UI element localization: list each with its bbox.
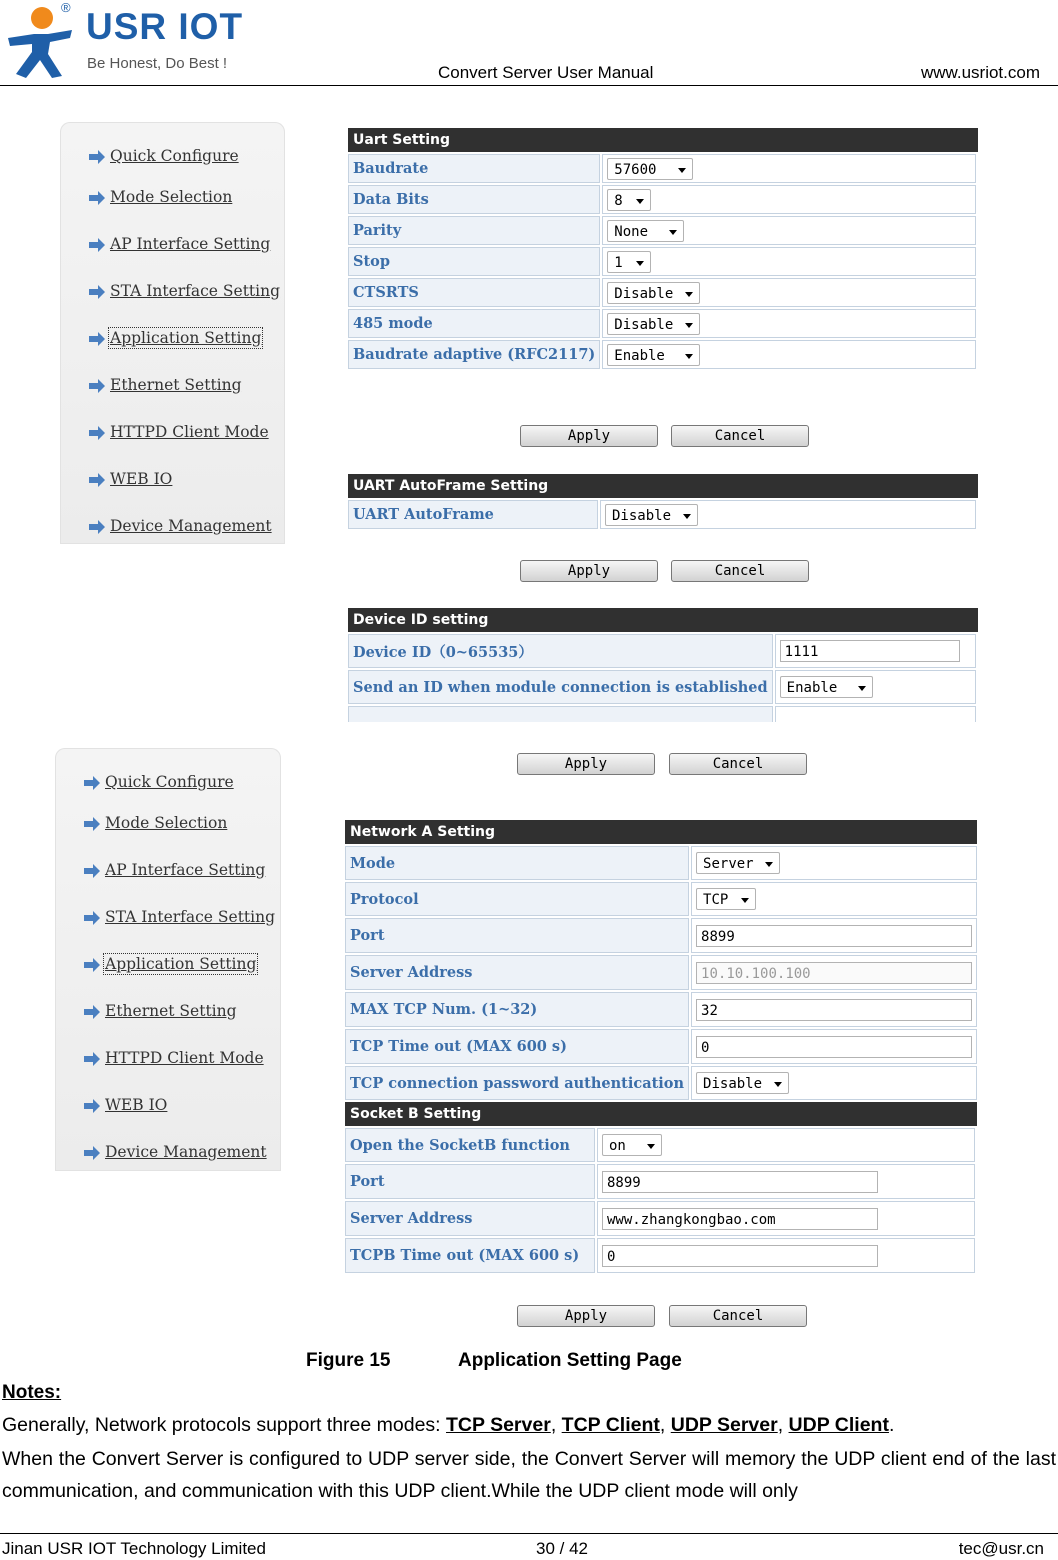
arrow-right-icon	[83, 1146, 101, 1160]
sidebar-item-device-management[interactable]: Device Management	[83, 1143, 267, 1161]
chevron-down-icon	[774, 1082, 782, 1087]
sidebar-item-web-io[interactable]: WEB IO	[83, 1096, 167, 1114]
table-row	[348, 634, 976, 668]
device-id-table	[348, 632, 978, 722]
arrow-right-icon	[88, 238, 106, 252]
password-auth-select[interactable]: Disable	[696, 1072, 789, 1094]
sidebar-item-ap-interface[interactable]: AP Interface Setting	[88, 235, 270, 253]
table-row	[345, 1128, 975, 1162]
field-label-cropped	[348, 706, 773, 722]
field-label: Send an ID when module connection is established	[348, 670, 773, 704]
apply-button[interactable]: Apply	[520, 425, 658, 447]
send-id-select[interactable]: Enable	[780, 676, 873, 698]
table-row	[345, 1238, 975, 1273]
cancel-button[interactable]: Cancel	[669, 1305, 807, 1327]
arrow-right-icon	[88, 285, 106, 299]
sidebar-nav-1	[60, 122, 285, 544]
table-row	[345, 1066, 977, 1100]
table-row	[345, 846, 977, 880]
chevron-down-icon	[647, 1144, 655, 1149]
field-value	[691, 1066, 977, 1100]
apply-button[interactable]: Apply	[517, 753, 655, 775]
table-row	[345, 882, 977, 916]
table-row	[348, 247, 976, 276]
table-row	[345, 1029, 977, 1064]
field-label: TCP Time out (MAX 600 s)	[345, 1029, 689, 1064]
table-row	[345, 992, 977, 1027]
field-value	[691, 882, 977, 916]
table-row	[348, 216, 976, 245]
field-value	[775, 670, 976, 704]
baudrate-select[interactable]: 57600	[607, 158, 693, 180]
device-id-panel	[348, 608, 978, 722]
arrow-right-icon	[83, 817, 101, 831]
arrow-right-icon	[83, 776, 101, 790]
logo-slogan: Be Honest, Do Best !	[87, 55, 228, 72]
sidebar-item-sta-interface[interactable]: STA Interface Setting	[88, 282, 280, 300]
field-value	[597, 1128, 975, 1162]
arrow-right-icon	[88, 191, 106, 205]
apply-button[interactable]: Apply	[517, 1305, 655, 1327]
sidebar-item-sta-interface[interactable]: STA Interface Setting	[83, 908, 275, 926]
logo-text: USR IOT	[86, 6, 244, 47]
cancel-button[interactable]: Cancel	[671, 425, 809, 447]
socketb-server-address-input[interactable]: www.zhangkongbao.com	[602, 1208, 878, 1230]
field-value	[602, 154, 976, 183]
uart-setting-panel	[348, 128, 978, 371]
field-value	[775, 634, 976, 668]
field-label: Server Address	[345, 955, 689, 990]
sidebar-item-ap-interface[interactable]: AP Interface Setting	[83, 861, 265, 879]
sidebar-item-ethernet-setting[interactable]: Ethernet Setting	[88, 376, 242, 394]
sidebar-item-web-io[interactable]: WEB IO	[88, 470, 172, 488]
mode-select[interactable]: Server	[696, 852, 780, 874]
network-a-panel	[345, 820, 977, 1275]
arrow-right-icon	[88, 520, 106, 534]
network-a-table	[343, 844, 979, 1102]
arrow-right-icon	[88, 426, 106, 440]
sidebar-nav-2	[55, 748, 281, 1171]
chevron-down-icon	[678, 168, 686, 173]
field-value	[602, 247, 976, 276]
port-input[interactable]: 8899	[696, 925, 972, 947]
table-row-cropped	[348, 706, 976, 722]
sidebar-item-httpd-client[interactable]: HTTPD Client Mode	[83, 1049, 264, 1067]
autoframe-table	[346, 498, 978, 531]
table-row	[348, 185, 976, 214]
uart-setting-table	[346, 152, 978, 371]
figure-number: Figure 15	[306, 1350, 391, 1371]
socketb-port-input[interactable]: 8899	[602, 1171, 878, 1193]
arrow-right-icon	[88, 379, 106, 393]
arrow-right-icon	[83, 1052, 101, 1066]
apply-button[interactable]: Apply	[520, 560, 658, 582]
field-value-cropped	[775, 706, 976, 722]
socketb-function-select[interactable]: on	[602, 1134, 662, 1156]
field-label: Protocol	[345, 882, 689, 916]
field-label: Baudrate	[348, 154, 600, 183]
figure-title: Application Setting Page	[458, 1350, 682, 1371]
chevron-down-icon	[685, 323, 693, 328]
chevron-down-icon	[741, 898, 749, 903]
chevron-down-icon	[765, 862, 773, 867]
data-bits-select[interactable]: 8	[607, 189, 651, 211]
cancel-button[interactable]: Cancel	[669, 753, 807, 775]
chevron-down-icon	[685, 354, 693, 359]
document-title: Convert Server User Manual	[438, 63, 654, 82]
sidebar-item-application-setting[interactable]: Application Setting	[83, 955, 256, 973]
field-label: Server Address	[345, 1201, 595, 1236]
chevron-down-icon	[683, 514, 691, 519]
notes-paragraph-1: Generally, Network protocols support three modes: TCP Server, TCP Client, UDP Server, UDP Client.	[2, 1414, 895, 1436]
field-label: Port	[345, 1164, 595, 1199]
field-label: Open the SocketB function	[345, 1128, 595, 1162]
stop-bits-select[interactable]: 1	[607, 251, 651, 273]
arrow-right-icon	[88, 150, 106, 164]
footer-company: Jinan USR IOT Technology Limited	[2, 1539, 266, 1558]
panel-title: Network A Setting	[345, 820, 977, 844]
arrow-right-icon	[83, 1005, 101, 1019]
notes-paragraph-2: When the Convert Server is configured to UDP server side, the Convert Server will memory the UDP client end of the last communication, and communication with this UDP client.While the UDP client mode will only	[2, 1448, 1056, 1502]
sidebar-item-httpd-client[interactable]: HTTPD Client Mode	[88, 423, 269, 441]
baudrate-adaptive-select[interactable]: Enable	[607, 344, 700, 366]
website-link[interactable]: www.usriot.com	[920, 63, 1040, 82]
field-label: Device ID（0~65535）	[348, 634, 773, 668]
field-label: Port	[345, 918, 689, 953]
field-value	[600, 500, 976, 529]
socket-b-table	[343, 1126, 977, 1275]
sidebar-item-ethernet-setting[interactable]: Ethernet Setting	[83, 1002, 237, 1020]
sidebar-item-mode-selection[interactable]: Mode Selection	[88, 188, 232, 206]
table-row	[348, 154, 976, 183]
arrow-right-icon	[83, 864, 101, 878]
table-row	[345, 1164, 975, 1199]
sidebar-item-application-setting[interactable]: Application Setting	[88, 329, 261, 347]
logo-figure-icon	[4, 4, 76, 80]
device-id-input[interactable]: 1111	[780, 640, 960, 662]
field-value	[691, 918, 977, 953]
table-row	[348, 670, 976, 704]
footer-email[interactable]: tec@usr.cn	[958, 1539, 1044, 1558]
panel-title: Socket B Setting	[345, 1102, 977, 1126]
sidebar-item-device-management[interactable]: Device Management	[88, 517, 272, 535]
chevron-down-icon	[858, 686, 866, 691]
header-divider	[0, 85, 1058, 86]
field-value	[691, 992, 977, 1027]
cancel-button[interactable]: Cancel	[671, 560, 809, 582]
sidebar-item-quick-configure[interactable]: Quick Configure	[88, 147, 239, 165]
field-label: TCPB Time out (MAX 600 s)	[345, 1238, 595, 1273]
notes-heading: Notes:	[2, 1382, 62, 1403]
tcp-timeout-input[interactable]: 0	[696, 1036, 972, 1058]
field-value	[602, 309, 976, 338]
table-row	[348, 278, 976, 307]
table-row	[345, 918, 977, 953]
protocol-select[interactable]: TCP	[696, 888, 756, 910]
socketb-timeout-input[interactable]: 0	[602, 1245, 878, 1267]
field-label: Mode	[345, 846, 689, 880]
ctsrts-select[interactable]: Disable	[607, 282, 700, 304]
field-value	[602, 278, 976, 307]
autoframe-select[interactable]: Disable	[605, 504, 698, 526]
max-tcp-num-input[interactable]: 32	[696, 999, 972, 1021]
mode-udp-server: UDP Server	[670, 1414, 778, 1436]
mode-tcp-server: TCP Server	[446, 1414, 551, 1436]
arrow-right-icon	[83, 1099, 101, 1113]
field-value	[602, 185, 976, 214]
chevron-down-icon	[636, 261, 644, 266]
field-label: UART AutoFrame	[348, 500, 598, 529]
field-value	[691, 1029, 977, 1064]
field-label: TCP connection password authentication	[345, 1066, 689, 1100]
server-address-input[interactable]: 10.10.100.100	[696, 962, 972, 984]
field-value	[602, 340, 976, 369]
485-mode-select[interactable]: Disable	[607, 313, 700, 335]
arrow-right-icon	[83, 911, 101, 925]
field-label: CTSRTS	[348, 278, 600, 307]
arrow-right-icon	[83, 958, 101, 972]
chevron-down-icon	[685, 292, 693, 297]
sidebar-item-quick-configure[interactable]: Quick Configure	[83, 773, 234, 791]
chevron-down-icon	[669, 230, 677, 235]
table-row	[348, 340, 976, 369]
arrow-right-icon	[88, 473, 106, 487]
autoframe-panel	[348, 474, 978, 531]
parity-select[interactable]: None	[607, 220, 684, 242]
field-value	[602, 216, 976, 245]
sidebar-item-mode-selection[interactable]: Mode Selection	[83, 814, 227, 832]
footer-divider	[0, 1533, 1058, 1534]
mode-udp-client: UDP Client	[788, 1414, 889, 1436]
page-number: 30 / 42	[536, 1539, 588, 1558]
field-label: Data Bits	[348, 185, 600, 214]
table-row	[348, 500, 976, 529]
field-value	[597, 1164, 975, 1199]
field-value	[691, 955, 977, 990]
chevron-down-icon	[636, 199, 644, 204]
table-row	[345, 955, 977, 990]
field-label: 485 mode	[348, 309, 600, 338]
field-label: Baudrate adaptive (RFC2117)	[348, 340, 600, 369]
panel-title: UART AutoFrame Setting	[348, 474, 978, 498]
arrow-right-icon	[88, 332, 106, 346]
field-value	[597, 1238, 975, 1273]
panel-title: Device ID setting	[348, 608, 978, 632]
field-label: Parity	[348, 216, 600, 245]
registered-mark: ®	[61, 0, 71, 15]
table-row	[348, 309, 976, 338]
table-row	[345, 1201, 975, 1236]
field-label: Stop	[348, 247, 600, 276]
field-value	[691, 846, 977, 880]
field-value	[597, 1201, 975, 1236]
panel-title: Uart Setting	[348, 128, 978, 152]
field-label: MAX TCP Num. (1~32)	[345, 992, 689, 1027]
mode-tcp-client: TCP Client	[561, 1414, 660, 1436]
